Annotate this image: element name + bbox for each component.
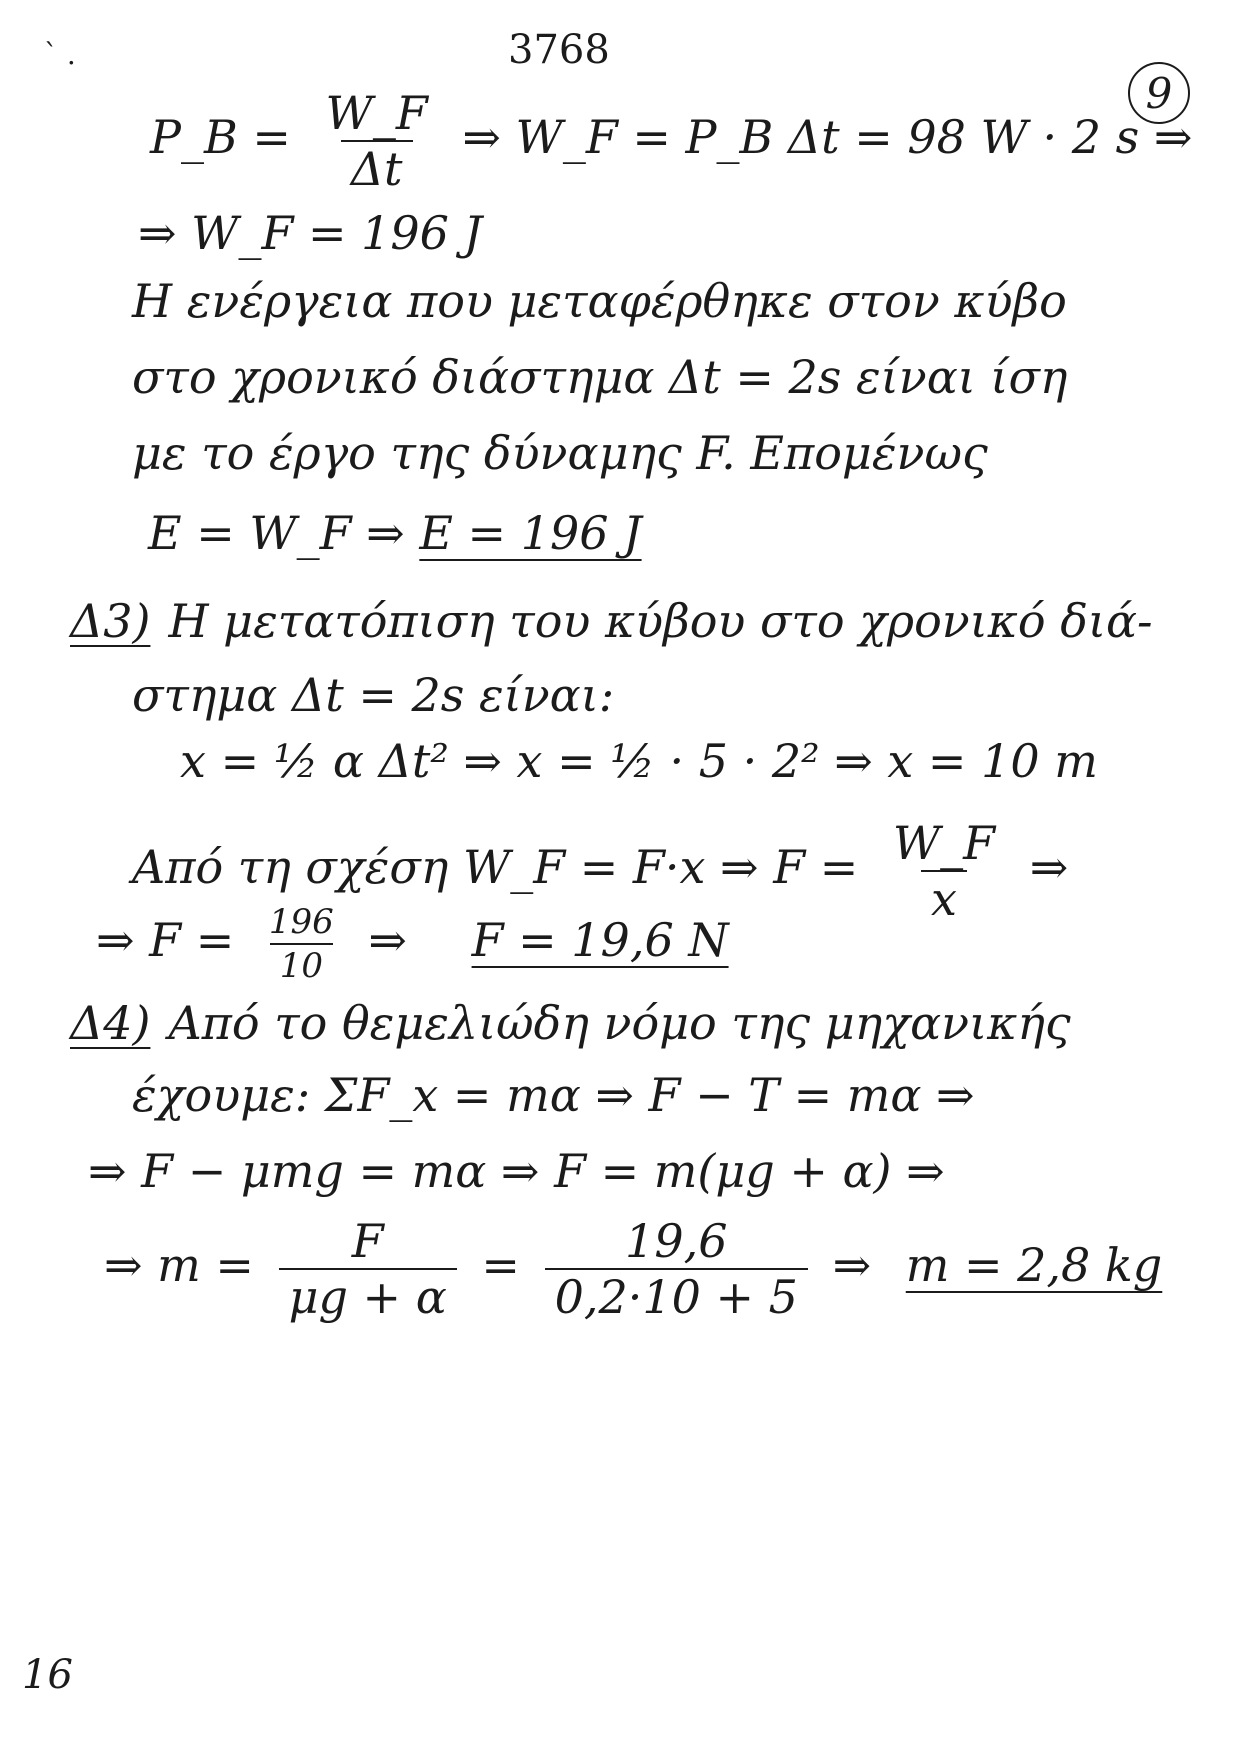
d4-mass-pre: ⇒ m = (104, 1238, 254, 1292)
d3-force-pre: ⇒ F = (96, 913, 235, 967)
d4-mass-eq: = (481, 1238, 520, 1292)
d4-line-3: ⇒ F − μmg = mα ⇒ F = m(μg + α) ⇒ (88, 1144, 945, 1198)
page-code: 3768 (508, 27, 610, 73)
d3-force-num: 196 (268, 902, 334, 942)
d4-mass-num-1: F (351, 1214, 384, 1268)
eq1-fraction (316, 86, 438, 196)
d4-mass-result: m = 2,8 kg (905, 1238, 1163, 1292)
d3-label: Δ3) (70, 594, 151, 648)
page-number: 16 (22, 1652, 73, 1698)
d3-text-1: Η μετατόπιση του κύβου στο χρονικό διά- (168, 594, 1153, 648)
d3-line-1 (70, 594, 1153, 648)
d3-force-fraction (259, 902, 344, 986)
corner-marks: ` . (44, 38, 76, 71)
eq1-num: W_F (325, 86, 428, 140)
paragraph-line-1: Η ενέργεια που μεταφέρθηκε στον κύβο (132, 274, 1067, 328)
d3-relation-tail: ⇒ (1029, 840, 1069, 894)
d4-label: Δ4) (70, 996, 151, 1050)
eq1-rhs: ⇒ W_F = P_B Δt = 98 W · 2 s ⇒ (462, 110, 1193, 164)
d4-mass-den-1: μg + α (279, 1268, 457, 1320)
eq1-lhs: P_B = (150, 110, 291, 164)
d4-line-1 (70, 996, 1071, 1050)
d3-force-den: 10 (270, 943, 333, 983)
d4-mass-den-2: 0,2·10 + 5 (545, 1268, 808, 1320)
d4-mass-fraction-1 (279, 1214, 457, 1324)
d4-mass-arrow: ⇒ (832, 1238, 872, 1292)
d3-line-2: στημα Δt = 2s είναι: (132, 668, 615, 722)
d3-relation-text: Από τη σχέση W_F = F·x ⇒ F = (132, 840, 859, 894)
d3-force-arrow: ⇒ (368, 913, 407, 967)
paragraph-line-2: στο χρονικό διάστημα Δt = 2s είναι ίση (132, 350, 1068, 404)
d3-relation-den: x (921, 870, 967, 922)
d3-relation-fraction (883, 816, 1005, 926)
d4-mass-line (104, 1214, 1163, 1324)
d4-mass-fraction-2 (545, 1214, 808, 1324)
d3-displacement-formula: x = ½ α Δt² ⇒ x = ½ · 5 · 2² ⇒ x = 10 m (180, 734, 1098, 788)
d3-force-line (96, 902, 729, 986)
d4-text-1: Από το θεμελιώδη νόμο της μηχανικής (168, 996, 1071, 1050)
d3-relation-num: W_F (892, 816, 996, 870)
circled-number-text: 9 (1145, 68, 1173, 118)
equation-work-result: ⇒ W_F = 196 J (138, 206, 483, 260)
d4-mass-num-2: 19,6 (625, 1214, 728, 1268)
energy-eq: E = W_F ⇒ (148, 506, 405, 560)
eq1-den: Δt (341, 140, 413, 192)
d4-line-2: έχουμε: ΣF_x = mα ⇒ F − T = mα ⇒ (132, 1068, 975, 1122)
energy-result: E = 196 J (419, 506, 642, 560)
equation-power (150, 86, 1193, 196)
paragraph-line-3: με το έργο της δύναμης F. Επομένως (132, 426, 988, 480)
equation-energy (148, 506, 642, 560)
d3-force-result: F = 19,6 N (471, 913, 729, 967)
